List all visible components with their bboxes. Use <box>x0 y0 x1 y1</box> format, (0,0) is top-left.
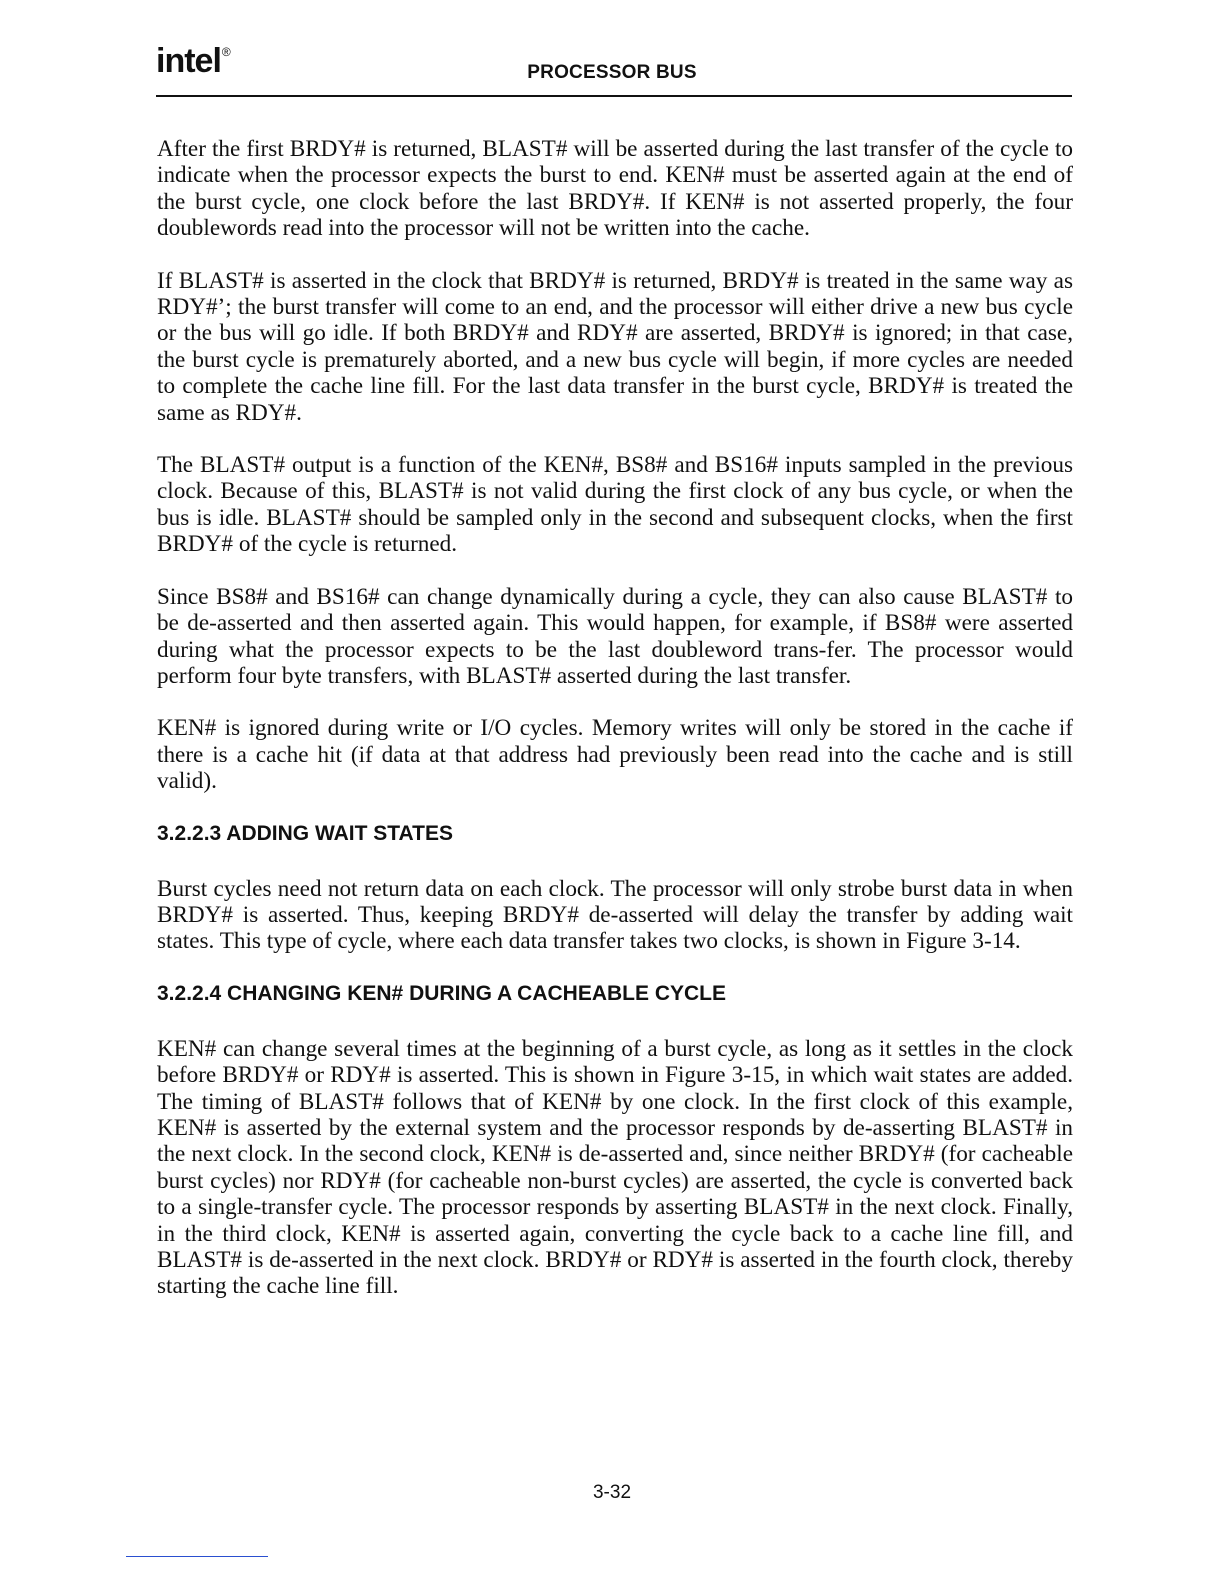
paragraph-blast-brdy: If BLAST# is asserted in the clock that BRDY# is returned, BRDY# is treated in the same way as RDY#’; the burst transfer will come to an end, and the processor will either drive a new bus cycle or the bus will go idle. If both BRDY# and RDY# are asserted, BRDY# is ignored; in that case, the burst cycle is prematurely aborted, and a new bus cycle will begin, if more cycles are needed to complete the cache line fill. For the last data transfer in the burst cycle, BRDY# is treated the same as RDY#. <box>157 267 1073 426</box>
paragraph-adding-wait-states: Burst cycles need not return data on each clock. The processor will only strobe burst data in when BRDY# is asserted. Thus, keeping BRDY# de-asserted will delay the transfer by adding wait states. This type of cycle, where each data transfer takes two clocks, is shown in Figure 3-14. <box>157 875 1073 955</box>
paragraph-blast-output: The BLAST# output is a function of the KEN#, BS8# and BS16# inputs sampled in the previous clock. Because of this, BLAST# is not valid during the first clock of any bus cycle, or when the bus is idle. BLAST# should be sampled only in the second and subsequent clocks, when the first BRDY# of the cycle is returned. <box>157 452 1073 558</box>
registered-mark: ® <box>221 45 230 59</box>
header-rule <box>156 95 1072 97</box>
paragraph-blast-assertion: After the first BRDY# is returned, BLAST# will be asserted during the last transfer of the cycle to indicate when the processor expects the burst to end. KEN# must be asserted again at the end of the burst cycle, one clock before the last BRDY#. If KEN# is not asserted properly, the four doublewords read into the processor will not be written into the cache. <box>157 136 1073 242</box>
running-head: PROCESSOR BUS <box>527 62 697 83</box>
page-body <box>157 136 1073 1326</box>
footer-line <box>126 1556 268 1557</box>
section-heading-adding-wait-states: 3.2.2.3 ADDING WAIT STATES <box>157 821 453 845</box>
section-heading-changing-ken: 3.2.2.4 CHANGING KEN# DURING A CACHEABLE CYCLE <box>157 981 727 1005</box>
paragraph-bs8-bs16: Since BS8# and BS16# can change dynamically during a cycle, they can also cause BLAST# to be de-asserted and then asserted again. This would happen, for example, if BS8# were asserted during what the processor expects to be the last doubleword trans-fer. The processor would perform four byte transfers, with BLAST# asserted during the last transfer. <box>157 583 1073 689</box>
logo-wordmark: intel <box>156 42 221 80</box>
page-number: 3-32 <box>592 1482 632 1503</box>
paragraph-changing-ken: KEN# can change several times at the beginning of a burst cycle, as long as it settles in the clock before BRDY# or RDY# is asserted. This is shown in Figure 3-15, in which wait states are added. The timing of BLAST# follows that of KEN# by one clock. In the first clock of this example, KEN# is asserted by the external system and the processor responds by de-asserting BLAST# in the next clock. In the second clock, KEN# is de-asserted and, since neither BRDY# (for cacheable burst cycles) nor RDY# (for cacheable non-burst cycles) are asserted, the cycle is converted back to a single-transfer cycle. The processor responds by asserting BLAST# in the next clock. Finally, in the third clock, KEN# is asserted again, converting the cycle back to a cache line fill, and BLAST# is de-asserted in the next clock. BRDY# or RDY# is asserted in the fourth clock, thereby starting the cache line fill. <box>157 1035 1073 1300</box>
paragraph-ken-ignored: KEN# is ignored during write or I/O cycles. Memory writes will only be stored in the cache if there is a cache hit (if data at that address had previously been read into the cache and is still valid). <box>157 715 1073 795</box>
